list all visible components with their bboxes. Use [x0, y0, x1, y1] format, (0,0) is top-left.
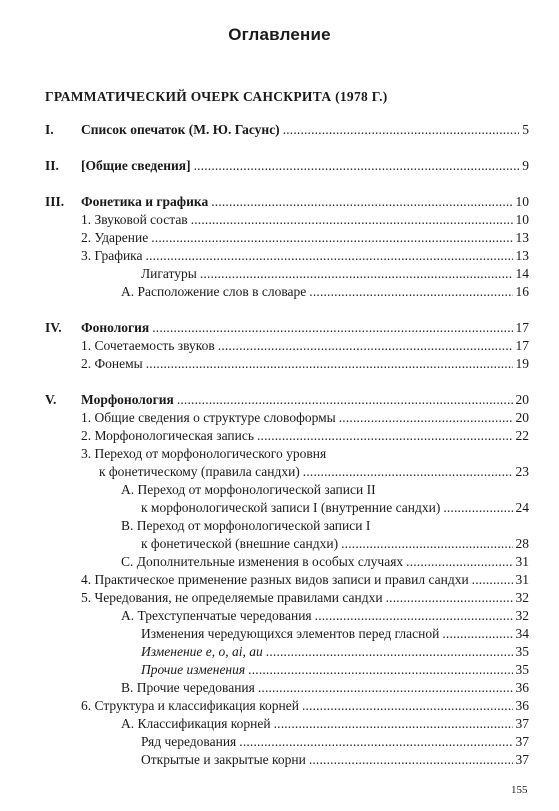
- toc-page: 17: [515, 338, 529, 353]
- toc-page: 14: [515, 266, 529, 281]
- toc-label: Список опечаток (М. Ю. Гасунс): [81, 122, 280, 137]
- toc-label: Морфонология: [81, 392, 174, 407]
- toc-entry[interactable]: [141, 499, 529, 517]
- leader-dots: [239, 733, 512, 751]
- toc-page: 19: [515, 356, 529, 371]
- leader-dots: [146, 355, 513, 373]
- leader-dots: [191, 211, 513, 229]
- toc-label: 1. Сочетаемость звуков: [81, 338, 215, 353]
- toc-entry[interactable]: [0, 391, 529, 409]
- leader-dots: [218, 337, 513, 355]
- leader-dots: [194, 157, 520, 175]
- toc-page: 36: [515, 698, 529, 713]
- toc-entry[interactable]: [81, 427, 529, 445]
- toc-entry-continued[interactable]: [81, 445, 326, 463]
- toc-entry[interactable]: [81, 571, 529, 589]
- toc-label: А. Трехступенчатые чередования: [121, 608, 312, 623]
- toc-entry[interactable]: [141, 265, 529, 283]
- leader-dots: [146, 247, 513, 265]
- leader-dots: [302, 697, 513, 715]
- leader-dots: [266, 643, 513, 661]
- toc-label: 1. Общие сведения о структуре словоформы: [81, 410, 336, 425]
- toc-label: А. Переход от морфонологической записи II: [121, 482, 376, 497]
- toc-entry[interactable]: [81, 409, 529, 427]
- leader-dots: [303, 463, 513, 481]
- toc-entry[interactable]: [81, 229, 529, 247]
- leader-dots: [309, 751, 513, 769]
- toc-entry[interactable]: [141, 733, 529, 751]
- toc-entry[interactable]: [121, 607, 529, 625]
- toc-entry[interactable]: [121, 283, 529, 301]
- leader-dots: [152, 319, 512, 337]
- toc-entry[interactable]: [81, 337, 529, 355]
- toc-page: 16: [515, 284, 529, 299]
- leader-dots: [257, 427, 513, 445]
- leader-dots: [386, 589, 513, 607]
- toc-page: 10: [515, 194, 529, 209]
- toc-entry[interactable]: [141, 661, 529, 679]
- toc-label: Прочие изменения: [141, 662, 246, 677]
- toc-label: А. Расположение слов в словаре: [121, 284, 307, 299]
- toc-label: 5. Чередования, не определяемые правилами сандхи: [81, 590, 383, 605]
- toc-entry[interactable]: [81, 589, 529, 607]
- toc-entry[interactable]: [81, 247, 529, 265]
- toc-label: Открытые и закрытые корни: [141, 752, 306, 767]
- toc-entry[interactable]: [141, 643, 529, 661]
- leader-dots: [339, 409, 513, 427]
- toc-label: В. Переход от морфонологической записи I: [121, 518, 371, 533]
- toc-label: Фонология: [81, 320, 150, 335]
- toc-label: 2. Ударение: [81, 230, 149, 245]
- toc-label: 3. Переход от морфонологического уровня: [81, 446, 327, 461]
- toc-page: 10: [515, 212, 529, 227]
- toc-label: Изменение e, o, ai, au: [141, 644, 263, 659]
- toc-entry[interactable]: [121, 715, 529, 733]
- toc-entry[interactable]: [0, 157, 529, 175]
- toc-number: III.: [45, 194, 65, 209]
- toc-page: 13: [515, 248, 529, 263]
- toc-label: А. Классификация корней: [121, 716, 271, 731]
- toc-label: Фонетика и графика: [81, 194, 209, 209]
- toc-label: [Общие сведения]: [81, 158, 191, 173]
- toc-number: IV.: [45, 320, 62, 335]
- toc-label: В. Прочие чередования: [121, 680, 255, 695]
- toc-label: Ряд чередования: [141, 734, 237, 749]
- toc-page: 35: [515, 662, 529, 677]
- toc-page: 32: [515, 608, 529, 623]
- toc-label: Лигатуры: [141, 266, 197, 281]
- leader-dots: [472, 571, 513, 589]
- toc-label: к фонетическому (правила сандхи): [99, 464, 300, 479]
- toc-page: 20: [515, 392, 529, 407]
- leader-dots: [274, 715, 513, 733]
- toc-entry[interactable]: [121, 553, 529, 571]
- toc-page: 37: [515, 734, 529, 749]
- toc-page: 36: [515, 680, 529, 695]
- toc-entry[interactable]: [81, 211, 529, 229]
- toc-entry[interactable]: [81, 697, 529, 715]
- toc-page: 28: [515, 536, 529, 551]
- toc-label: к морфонологической записи I (внутренние сандхи): [141, 500, 441, 515]
- toc-entry-continued[interactable]: [121, 517, 370, 535]
- leader-dots: [177, 391, 513, 409]
- toc-page: 32: [515, 590, 529, 605]
- toc-label: С. Дополнительные изменения в особых случаях: [121, 554, 404, 569]
- toc-entry[interactable]: [81, 355, 529, 373]
- toc-page: 22: [515, 428, 529, 443]
- part-heading: ГРАММАТИЧЕСКИЙ ОЧЕРК САНСКРИТА (1978 Г.): [45, 89, 388, 104]
- toc-label: 4. Практическое применение разных видов записи и правил сандхи: [81, 572, 469, 587]
- toc-page: 37: [515, 752, 529, 767]
- toc-label: к фонетической (внешние сандхи): [141, 536, 339, 551]
- toc-page: 13: [515, 230, 529, 245]
- toc-page: 31: [515, 572, 529, 587]
- toc-number: V.: [45, 392, 57, 407]
- toc-page: 24: [515, 500, 529, 515]
- toc-entry[interactable]: [99, 463, 529, 481]
- toc-page: 20: [515, 410, 529, 425]
- toc-entry-continued[interactable]: [121, 481, 376, 499]
- leader-dots: [442, 625, 512, 643]
- toc-page: 34: [515, 626, 529, 641]
- leader-dots: [309, 283, 512, 301]
- toc-label: Изменения чередующихся элементов перед гласной: [141, 626, 440, 641]
- leader-dots: [443, 499, 512, 517]
- page-title: Оглавление: [228, 25, 331, 44]
- toc-entry[interactable]: [141, 625, 529, 643]
- toc-page: 35: [515, 644, 529, 659]
- leader-dots: [283, 121, 520, 139]
- toc-entry[interactable]: [0, 193, 529, 211]
- toc-page: 37: [515, 716, 529, 731]
- toc-entry[interactable]: [0, 121, 529, 139]
- leader-dots: [406, 553, 512, 571]
- toc-entry[interactable]: [121, 679, 529, 697]
- leader-dots: [151, 229, 512, 247]
- toc-page: 9: [522, 158, 529, 173]
- toc-page: 23: [515, 464, 529, 479]
- leader-dots: [341, 535, 512, 553]
- toc-page: 5: [522, 122, 529, 137]
- leader-dots: [258, 679, 513, 697]
- leader-dots: [248, 661, 512, 679]
- toc-label: 6. Структура и классификация корней: [81, 698, 299, 713]
- toc-entry[interactable]: [0, 319, 529, 337]
- toc-page: 31: [515, 554, 529, 569]
- toc-label: 2. Фонемы: [81, 356, 143, 371]
- toc-entry[interactable]: [141, 535, 529, 553]
- page-number: 155: [511, 784, 528, 796]
- toc-number: II.: [45, 158, 59, 173]
- toc-label: 3. Графика: [81, 248, 143, 263]
- toc-label: 1. Звуковой состав: [81, 212, 188, 227]
- toc-number: I.: [45, 122, 54, 137]
- toc-label: 2. Морфонологическая запись: [81, 428, 254, 443]
- leader-dots: [200, 265, 513, 283]
- toc-page: 17: [515, 320, 529, 335]
- leader-dots: [315, 607, 513, 625]
- leader-dots: [211, 193, 512, 211]
- toc-entry[interactable]: [141, 751, 529, 769]
